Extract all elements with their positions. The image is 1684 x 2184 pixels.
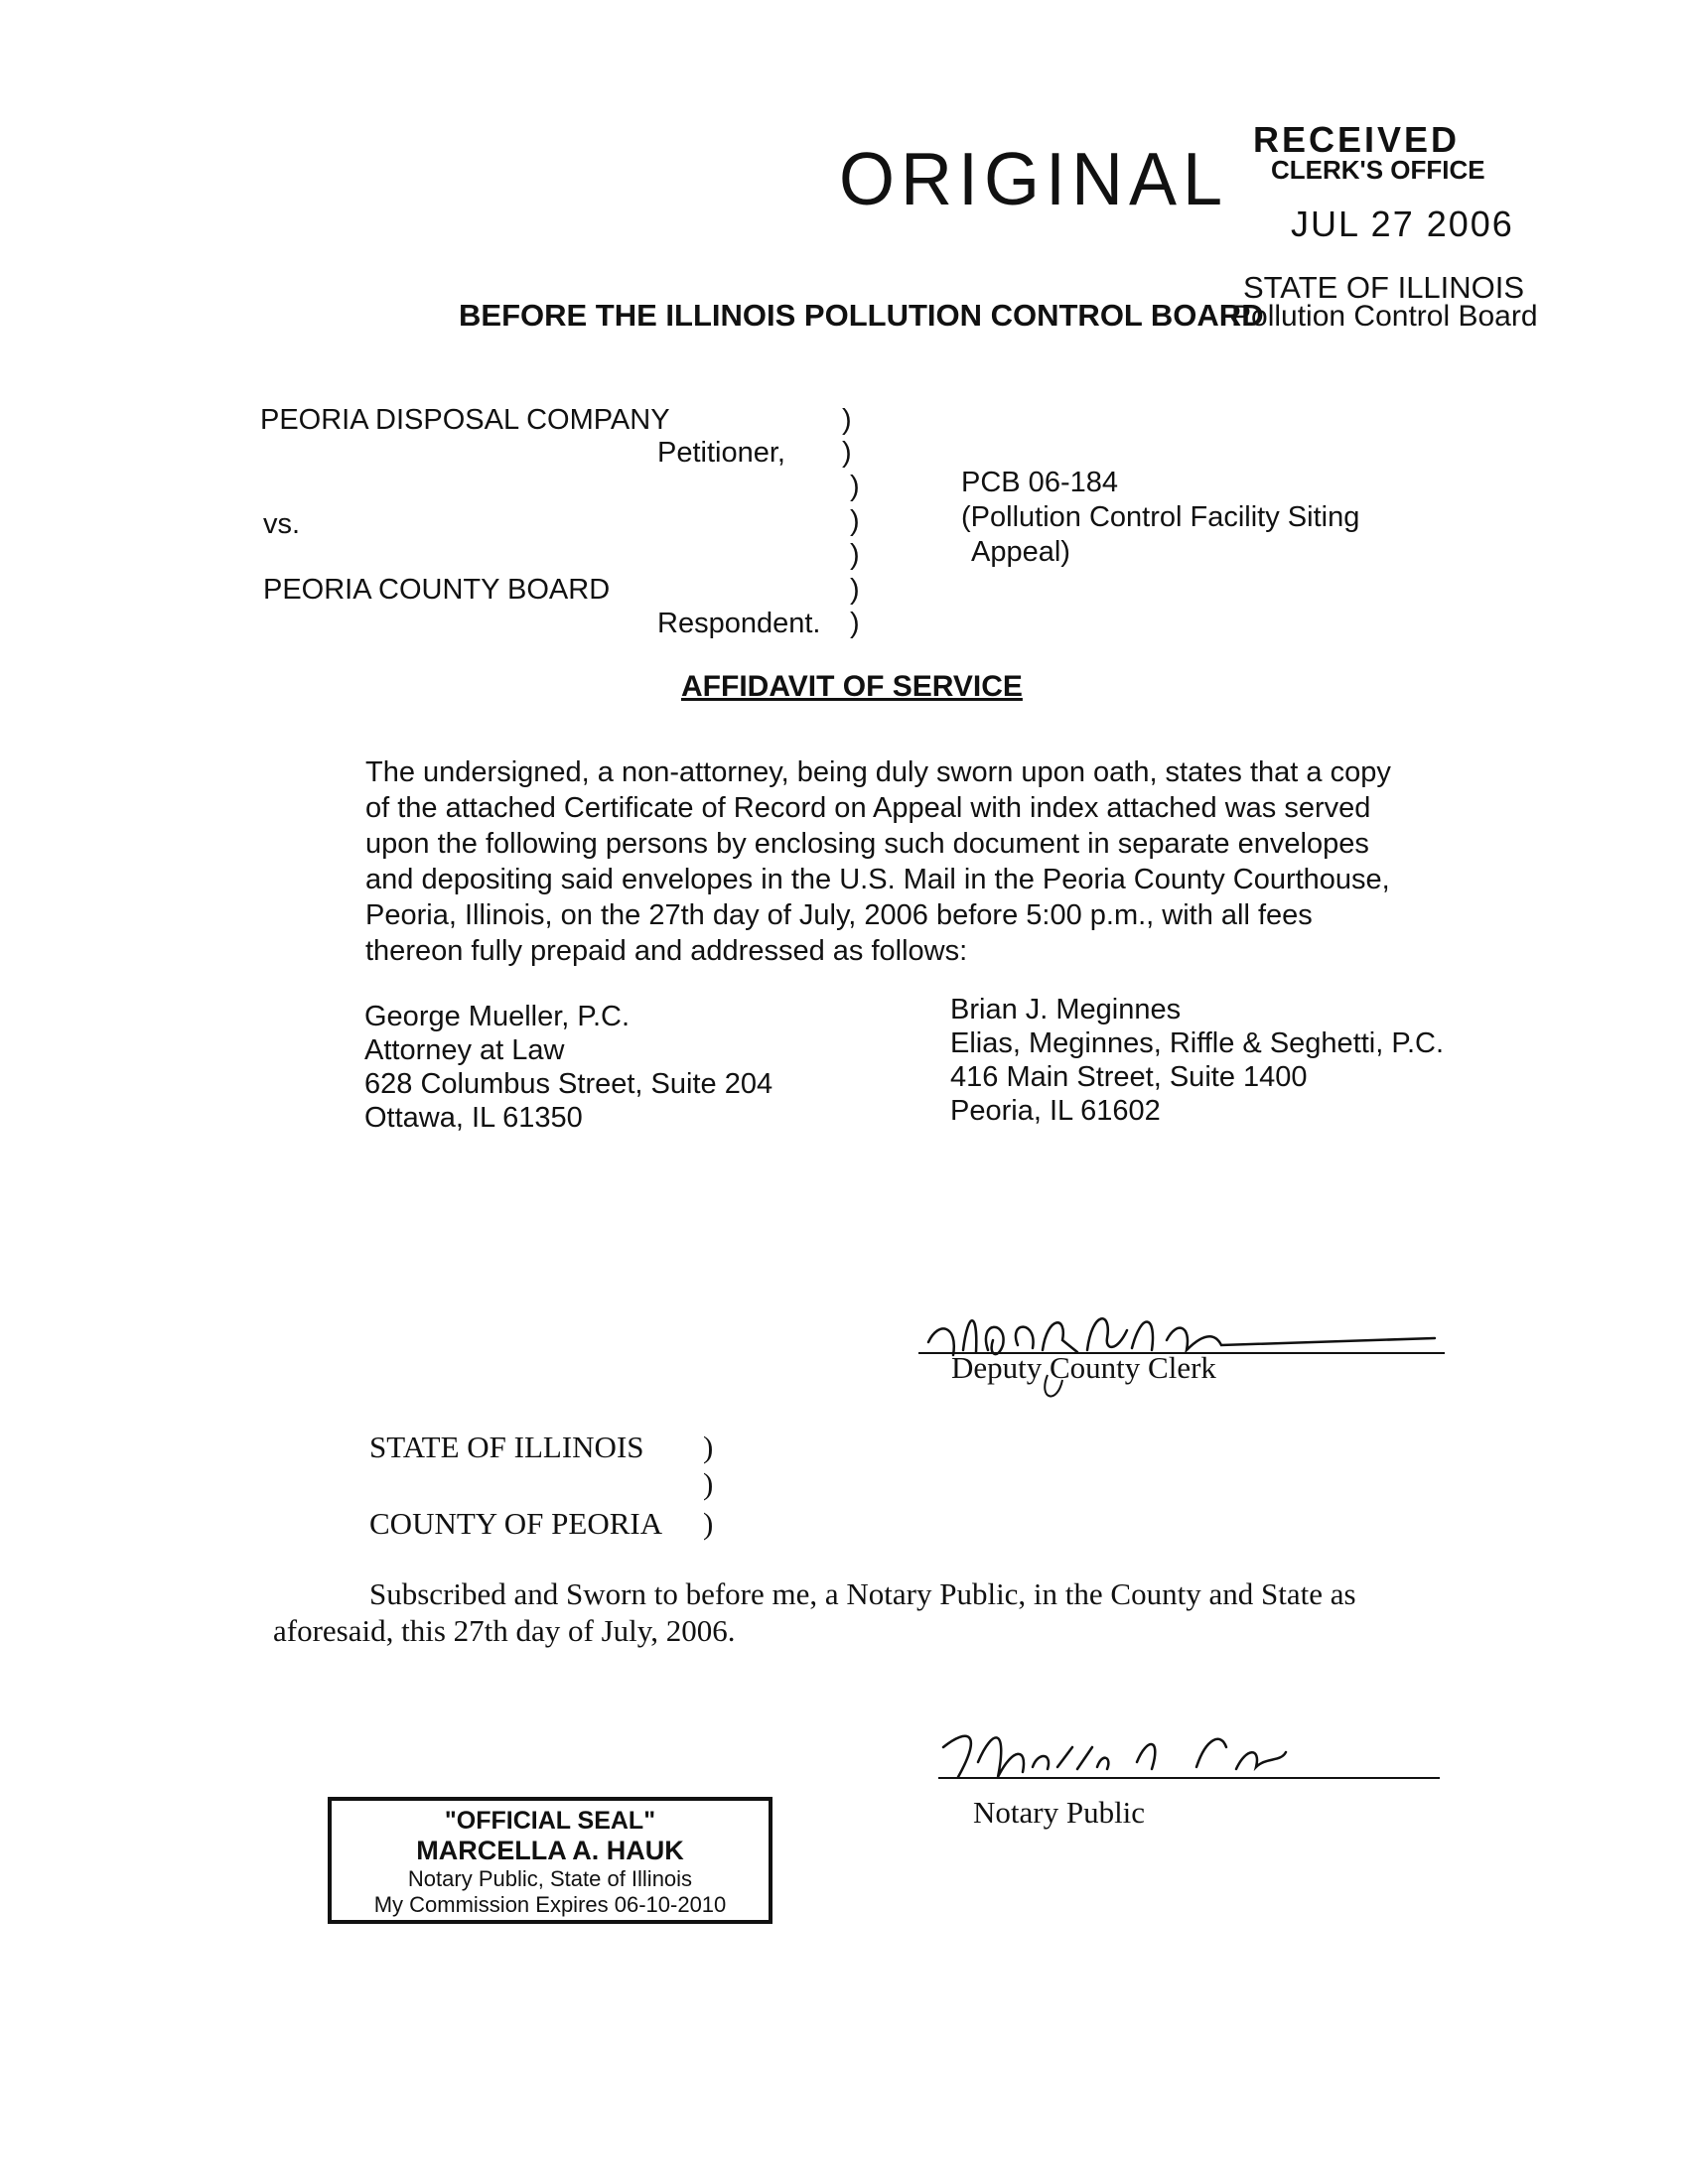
address-line: Peoria, IL 61602: [950, 1095, 1161, 1127]
venue-county: COUNTY OF PEORIA: [369, 1506, 663, 1541]
caption-paren: ): [850, 471, 860, 502]
stamp-board: Pollution Control Board: [1231, 300, 1538, 333]
original-stamp: ORIGINAL: [839, 138, 1229, 221]
seal-line: MARCELLA A. HAUK: [416, 1836, 684, 1865]
body-line: of the attached Certificate of Record on Appeal with index attached was served: [365, 792, 1371, 824]
case-type-line1: (Pollution Control Facility Siting: [961, 501, 1360, 533]
venue-state: STATE OF ILLINOIS: [369, 1430, 644, 1464]
address-line: Attorney at Law: [364, 1034, 565, 1066]
affidavit-body: [365, 754, 1468, 969]
address-line: Brian J. Meginnes: [950, 994, 1182, 1025]
seal-line: My Commission Expires 06-10-2010: [373, 1892, 727, 1917]
caption-paren: ): [850, 505, 860, 537]
board-title: BEFORE THE ILLINOIS POLLUTION CONTROL BOARD: [459, 298, 1264, 333]
caption-paren: ): [842, 437, 852, 469]
venue-paren: ): [703, 1466, 714, 1501]
address-line: 416 Main Street, Suite 1400: [950, 1061, 1308, 1093]
respondent-role: Respondent.: [657, 608, 821, 639]
caption-paren: ): [842, 404, 852, 436]
caption-paren: ): [850, 574, 860, 606]
address-line: Ottawa, IL 61350: [364, 1102, 583, 1134]
received-stamp: RECEIVED: [1253, 119, 1461, 160]
clerk-title: Deputy County Clerk: [951, 1350, 1216, 1385]
notary-seal: [328, 1797, 772, 1924]
versus: vs.: [263, 508, 301, 540]
body-line: The undersigned, a non-attorney, being duly sworn upon oath, states that a copy: [365, 756, 1391, 788]
body-line: upon the following persons by enclosing such document in separate envelopes: [365, 828, 1369, 860]
body-line: and depositing said envelopes in the U.S. Mail in the Peoria County Courthouse,: [365, 864, 1390, 895]
respondent-name: PEORIA COUNTY BOARD: [263, 574, 611, 606]
petitioner-role: Petitioner,: [657, 437, 785, 469]
venue-paren: ): [703, 1506, 714, 1541]
jurat-line1: Subscribed and Sworn to before me, a Notary Public, in the County and State as: [369, 1576, 1356, 1611]
clerk-signature: [918, 1281, 1455, 1410]
recipient-address: [364, 1000, 772, 1135]
address-line: Elias, Meginnes, Riffle & Seghetti, P.C.: [950, 1027, 1445, 1059]
seal-line: "OFFICIAL SEAL": [444, 1807, 656, 1835]
notary-signature-line: [938, 1777, 1440, 1779]
notary-title: Notary Public: [973, 1795, 1146, 1830]
received-date-stamp: JUL 27 2006: [1291, 204, 1514, 244]
body-line: thereon fully prepaid and addressed as follows:: [365, 935, 968, 967]
body-line: Peoria, Illinois, on the 27th day of July, 2006 before 5:00 p.m., with all fees: [365, 899, 1313, 931]
address-line: 628 Columbus Street, Suite 204: [364, 1068, 773, 1100]
case-number: PCB 06-184: [961, 467, 1118, 498]
caption-paren: ): [850, 539, 860, 571]
address-line: George Mueller, P.C.: [364, 1001, 631, 1032]
caption-paren: ): [850, 608, 860, 639]
petitioner-name: PEORIA DISPOSAL COMPANY: [260, 404, 670, 436]
seal-line: Notary Public, State of Illinois: [407, 1866, 693, 1891]
stamp-state: STATE OF ILLINOIS: [1243, 270, 1525, 305]
jurat-line2: aforesaid, this 27th day of July, 2006.: [273, 1613, 736, 1648]
affidavit-title: AFFIDAVIT OF SERVICE: [681, 670, 1023, 703]
notary-signature: [938, 1707, 1455, 1797]
case-type-line2: Appeal): [971, 536, 1070, 568]
recipient-address: [950, 993, 1444, 1128]
venue-paren: ): [703, 1430, 714, 1464]
clerks-office-stamp: CLERK'S OFFICE: [1271, 155, 1485, 185]
